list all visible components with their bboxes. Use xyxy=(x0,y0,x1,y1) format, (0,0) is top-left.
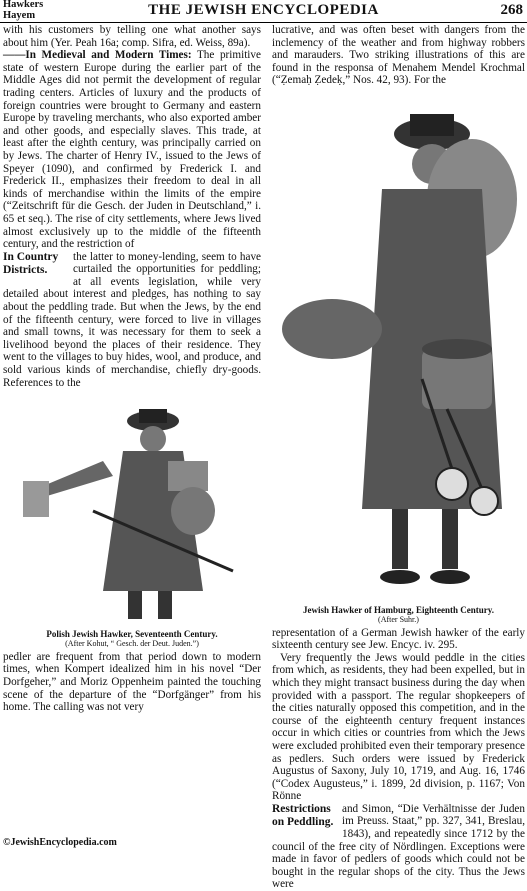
figure-credit-right: (After Suhr.) xyxy=(378,614,419,624)
page-number: 268 xyxy=(500,2,523,18)
right-para-4: Restrictions on Peddling. and Simon, “Die Verhältnisse der Juden im Preuss. Staat,” pp. 327, 341, Breslau, 1843), and repeatedly since 1712 by the council of the free city of Nördlingen. Exceptions were made in favor of pedlers of goods which could not be bought in the regular shops of the city. Thus the Jews were xyxy=(272,802,525,891)
figure-credit-left: (After Kohut, “ Gesch. der Deut. Juden.”) xyxy=(65,638,199,648)
figure-caption-right: Jewish Hawker of Hamburg, Eighteenth Century. (After Suhr.) xyxy=(272,605,525,625)
headword-first: Hawkers xyxy=(3,0,44,10)
side-label-country: In Country Districts. xyxy=(3,250,59,276)
page-title: THE JEWISH ENCYCLOPEDIA xyxy=(148,2,379,18)
right-para-1: lucrative, and was often beset with dangers from the inclemency of the weather and from highway robbers and marauders. Two striking illustrations of this are found in the responsa of Menahem Mendel Krochmal (“Ẓemaḥ Ẓedeḳ,” Nos. 42, 93). For the xyxy=(272,24,525,87)
side-label-restrictions: Restrictions on Peddling. xyxy=(272,802,334,828)
left-para-2: ——In Medieval and Modern Times: The primitive state of western Europe during the earlier part of the Middle Ages did not permit the development of regular trading centers. Articles of luxury and the products of foreign countries were brought to Germany and eastern Europe by traveling merchants, who also exported amber and other goods, and especially slaves. This trade, at least after the eighth century, was principally carried on by Jews. The charter of Henry IV., issued to the Jews of Speyer (1090), and confirmed by Frederick I. and Frederick II., emphasizes their freedom to deal in all kinds of merchandise within the limits of the empire (“Zeitschrift für die Gesch. der Juden in Deutschland,” i. 65 et seq.). The rise of city settlements, where Jews lived almost exclusively up to the middle of the fifteenth century, and the restriction of xyxy=(3,49,261,251)
left-para-3: In Country Districts. the latter to money-lending, seem to have curtailed the opportunities for peddling; at all events legislation, while very detailed about interest and pledges, has nothing to say about the peddling trade. But when the Jews, by the end of the fifteenth century, were forced to live in villages and small towns, it was necessary for them to seek a livelihood beyond the places of their residence. They went to the villages to buy hides, wool, and produce, and sold various kinds of merchandise, chiefly dry-goods. References to the xyxy=(3,250,261,389)
figure-polish-hawker xyxy=(3,391,261,649)
hamburg-hawker-illustration xyxy=(272,89,525,601)
figure-caption-left: Polish Jewish Hawker, Seventeenth Century. (After Kohut, “ Gesch. der Deut. Juden.”) xyxy=(3,629,261,649)
section-subheading: ——In Medieval and Modern Times: xyxy=(3,49,192,62)
page-header xyxy=(0,0,527,23)
right-column xyxy=(272,24,525,891)
right-para-3: Very frequently the Jews would peddle in the cities from which, as residents, they had been expelled, but in which they might transact business during the day when provided with a passport. The regular shopkeepers of the cities naturally opposed this competition, and in the course of the eighteenth century frequent instances occur in which cities or countries from which the Jews were excluded prohibited even their temporary presence as pedlers. Such orders were issued by Frederick Augustus of Saxony, July 10, 1719, and Aug. 16, 1746 (“Codex Augusteus,” i. 1899, 2d division, p. 1167; Von Rönne xyxy=(272,651,525,803)
footer-copyright[interactable]: ©JewishEncyclopedia.com xyxy=(3,837,117,848)
left-column xyxy=(3,24,261,714)
left-para-4: pedler are frequent from that period down to modern times, when Kompert idealized him in his novel “Der Dorfgeher,” and Moriz Oppenheim painted the touching scene of the departure of the “Dorfgänger” from his home. The calling was not very xyxy=(3,650,261,714)
left-para-1: with his customers by telling one what another says about him (Yer. Peah 16a; comp. Sifra, ed. Weiss, 89a). xyxy=(3,24,261,49)
headword-last: Hayem xyxy=(3,9,36,21)
right-para-2: representation of a German Jewish hawker of the early sixteenth century see Jew. Encyc. iv. 295. xyxy=(272,626,525,652)
figure-hamburg-hawker xyxy=(272,89,525,625)
polish-hawker-illustration xyxy=(3,391,261,625)
